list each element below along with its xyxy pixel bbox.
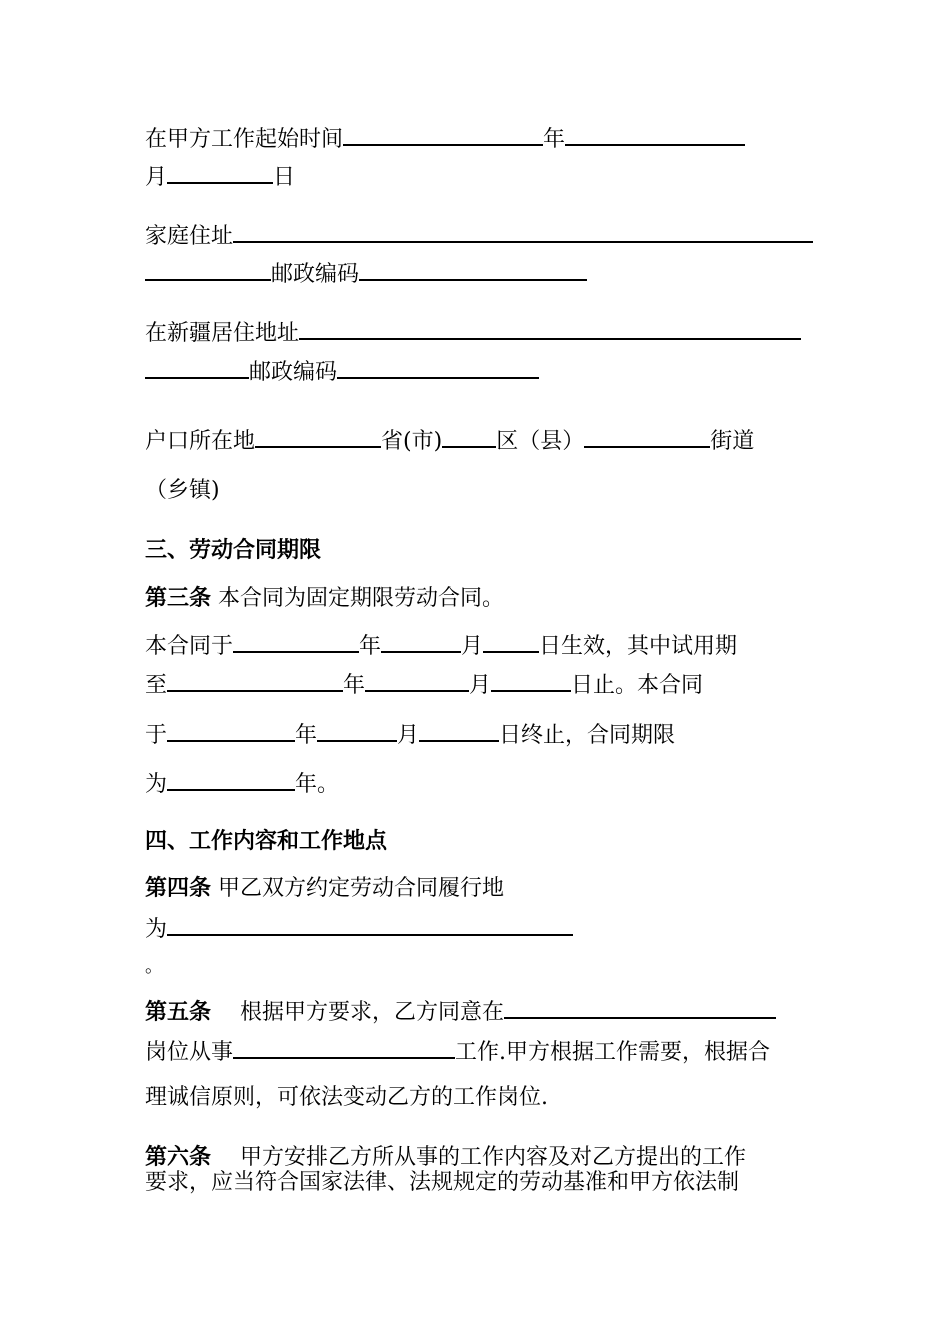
township-label: （乡镇): [145, 478, 220, 503]
xinjiang-postal-blank[interactable]: [337, 355, 539, 379]
probation-month-blank[interactable]: [365, 668, 469, 692]
start-month-blank-a[interactable]: [565, 122, 745, 146]
article5-text-2: 工作.甲方根据工作需要，根据合: [455, 1040, 771, 1065]
article6-title: 第六条: [145, 1144, 212, 1170]
section3-heading: 三、劳动合同期限: [145, 537, 322, 563]
year-label: 年: [343, 673, 366, 698]
xinjiang-address-blank[interactable]: [299, 316, 801, 340]
xinjiang-address-label: 在新疆居住地址: [145, 321, 300, 346]
start-day-blank[interactable]: [167, 160, 273, 184]
article5-line-2: [145, 1035, 770, 1065]
article5-line-3: 理诚信原则，可依法变动乙方的工作岗位.: [145, 1085, 548, 1110]
end-text: 日终止，合同期限: [499, 723, 676, 748]
term-prefix: 为: [145, 772, 168, 797]
postal-code-label-2: 邮政编码: [249, 360, 338, 385]
probation-day-blank[interactable]: [491, 668, 571, 692]
year-label: 年: [359, 634, 382, 659]
month-label: 月: [461, 634, 484, 659]
article4-text: 甲乙双方约定劳动合同履行地: [211, 876, 505, 901]
effective-prefix: 本合同于: [145, 634, 234, 659]
home-address-blank-2[interactable]: [145, 257, 271, 281]
department-blank[interactable]: [504, 995, 776, 1019]
home-address-label: 家庭住址: [145, 224, 234, 249]
effective-text: 日生效，其中试用期: [539, 634, 738, 659]
xinjiang-postal-line: [145, 355, 539, 385]
article4-title: 第四条: [145, 875, 212, 901]
term-line: [145, 767, 339, 797]
end-prefix: 于: [145, 723, 168, 748]
term-years-blank[interactable]: [167, 767, 295, 791]
end-date-line: [145, 718, 675, 748]
probation-prefix: 至: [145, 673, 168, 698]
home-address-blank[interactable]: [233, 219, 813, 243]
probation-year-blank[interactable]: [167, 668, 343, 692]
article5-post: 岗位从事: [145, 1040, 234, 1065]
article3-title: 第三条: [145, 585, 212, 611]
probation-end: 日止。本合同: [571, 673, 704, 698]
article6-text: 甲方安排乙方所从事的工作内容及对乙方提出的工作: [211, 1145, 747, 1170]
position-blank[interactable]: [233, 1035, 455, 1059]
article4-prefix: 为: [145, 917, 168, 942]
article3-text: 本合同为固定期限劳动合同。: [211, 586, 505, 611]
article5-line: [145, 995, 776, 1025]
province-label: 省(市): [381, 429, 443, 454]
effective-day-blank[interactable]: [483, 629, 539, 653]
article4-line-2: [145, 912, 573, 942]
start-time-line: [145, 122, 745, 152]
month-label: 月: [469, 673, 492, 698]
start-time-line-2: [145, 160, 295, 190]
home-address-line: [145, 219, 813, 249]
home-postal-line: [145, 257, 587, 287]
year-label: 年: [543, 127, 566, 152]
home-postal-blank[interactable]: [359, 257, 587, 281]
end-day-blank[interactable]: [419, 718, 499, 742]
effective-year-blank[interactable]: [233, 629, 359, 653]
work-location-blank[interactable]: [167, 912, 573, 936]
hukou-street-blank[interactable]: [584, 424, 710, 448]
district-label: 区（县）: [496, 429, 585, 454]
end-month-blank[interactable]: [317, 718, 397, 742]
hukou-district-blank[interactable]: [442, 424, 496, 448]
article6-line-2: 要求，应当符合国家法律、法规规定的劳动基准和甲方依法制: [145, 1170, 740, 1195]
article5-title: 第五条: [145, 999, 212, 1025]
end-year-blank[interactable]: [167, 718, 295, 742]
year-label: 年: [295, 723, 318, 748]
effective-line: [145, 629, 737, 659]
postal-code-label: 邮政编码: [271, 262, 360, 287]
day-label: 日: [273, 165, 296, 190]
article4-line: [145, 873, 504, 903]
article3-line: [145, 583, 504, 613]
township-line: [145, 476, 220, 506]
article4-end: 。: [145, 956, 163, 977]
hukou-province-blank[interactable]: [255, 424, 381, 448]
month-label: 月: [145, 165, 168, 190]
hukou-label: 户口所在地: [145, 429, 256, 454]
start-time-label: 在甲方工作起始时间: [145, 127, 344, 152]
term-suffix: 年。: [295, 772, 340, 797]
start-year-blank[interactable]: [343, 122, 543, 146]
section4-heading: 四、工作内容和工作地点: [145, 828, 388, 854]
street-label: 街道: [710, 429, 755, 454]
month-label: 月: [397, 723, 420, 748]
hukou-line: [145, 424, 754, 454]
xinjiang-address-blank-2[interactable]: [145, 355, 249, 379]
xinjiang-address-line: [145, 316, 801, 346]
effective-month-blank[interactable]: [381, 629, 461, 653]
article5-text: 根据甲方要求，乙方同意在: [211, 1000, 505, 1025]
probation-line: [145, 668, 703, 698]
